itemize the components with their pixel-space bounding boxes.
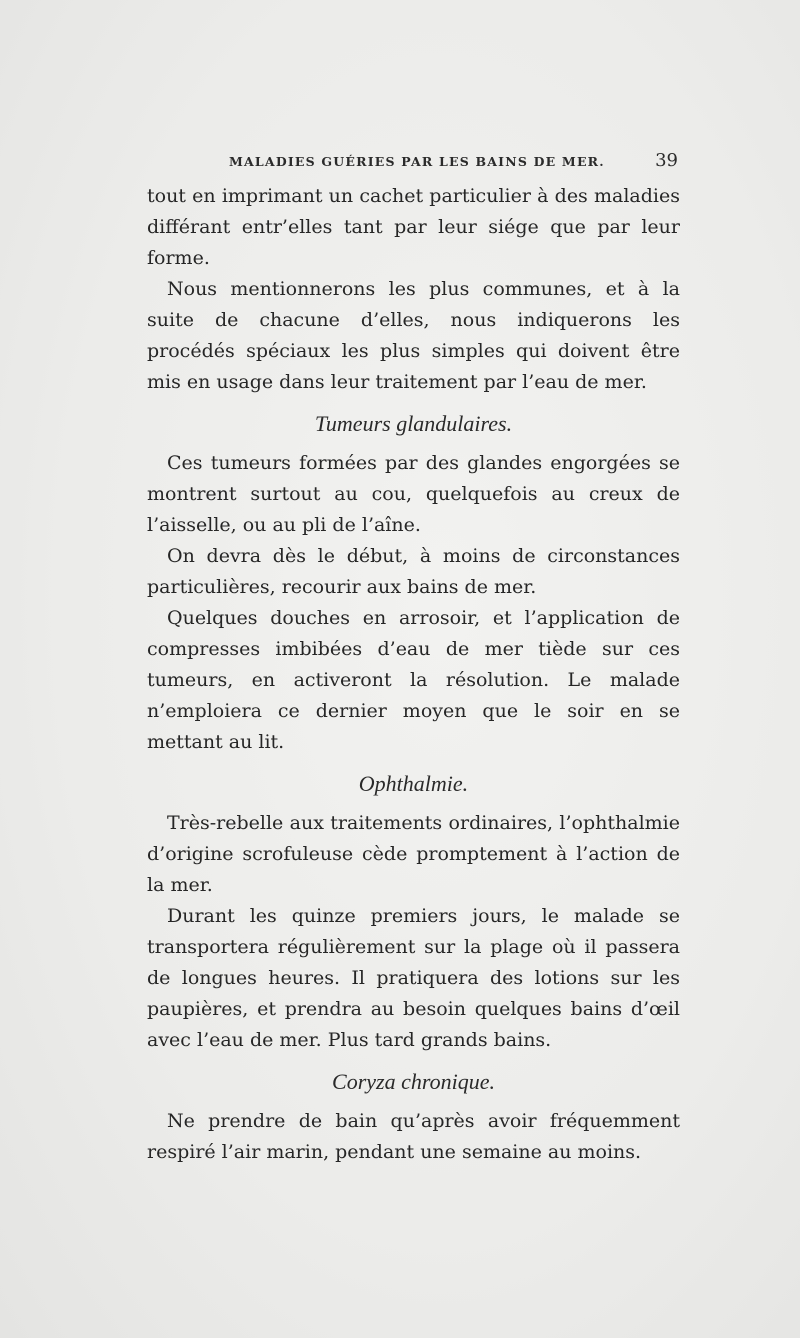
paragraph: Ne prendre de bain qu’après avoir fréquemment respiré l’air marin, pendant une semaine au moins. xyxy=(147,1110,680,1163)
paragraph: Quelques douches en arrosoir, et l’application de compresses imbibées d’eau de mer tiède sur ces tumeurs, en activeront la résolution. Le malade n’emploiera ce dernier moyen que le soir en se mettant au lit. xyxy=(147,607,680,753)
body-text xyxy=(147,181,680,1168)
section-title: Tumeurs glandulaires. xyxy=(314,411,513,436)
page-header xyxy=(147,148,680,174)
section-title: Ophthalmie. xyxy=(358,771,469,796)
paragraph: Ces tumeurs formées par des glandes engorgées se montrent surtout au cou, quelquefois au creux de l’aisselle, ou au pli de l’aîne. xyxy=(147,452,680,536)
running-head: MALADIES GUÉRIES PAR LES BAINS DE MER. xyxy=(229,154,605,169)
paragraph: Très-rebelle aux traitements ordinaires, l’ophthalmie d’origine scrofuleuse cède promptement à l’action de la mer. xyxy=(147,812,680,896)
section-title: Coryza chronique. xyxy=(332,1069,495,1094)
paragraph: On devra dès le début, à moins de circonstances particulières, recourir aux bains de mer. xyxy=(147,545,680,598)
page-number: 39 xyxy=(655,150,678,171)
paragraph: Nous mentionnerons les plus communes, et à la suite de chacune d’elles, nous indiquerons les procédés spéciaux les plus simples qui doivent être mis en usage dans leur traitement par l’eau de mer. xyxy=(147,278,680,393)
paragraph: Durant les quinze premiers jours, le malade se transportera régulièrement sur la plage où il passera de longues heures. Il pratiquera des lotions sur les paupières, et prendra au besoin quelques bains d’œil avec l’eau de mer. Plus tard grands bains. xyxy=(147,905,680,1051)
paragraph: tout en imprimant un cachet particulier à des maladies différant entr’elles tant par leur siége que par leur forme. xyxy=(147,185,680,269)
